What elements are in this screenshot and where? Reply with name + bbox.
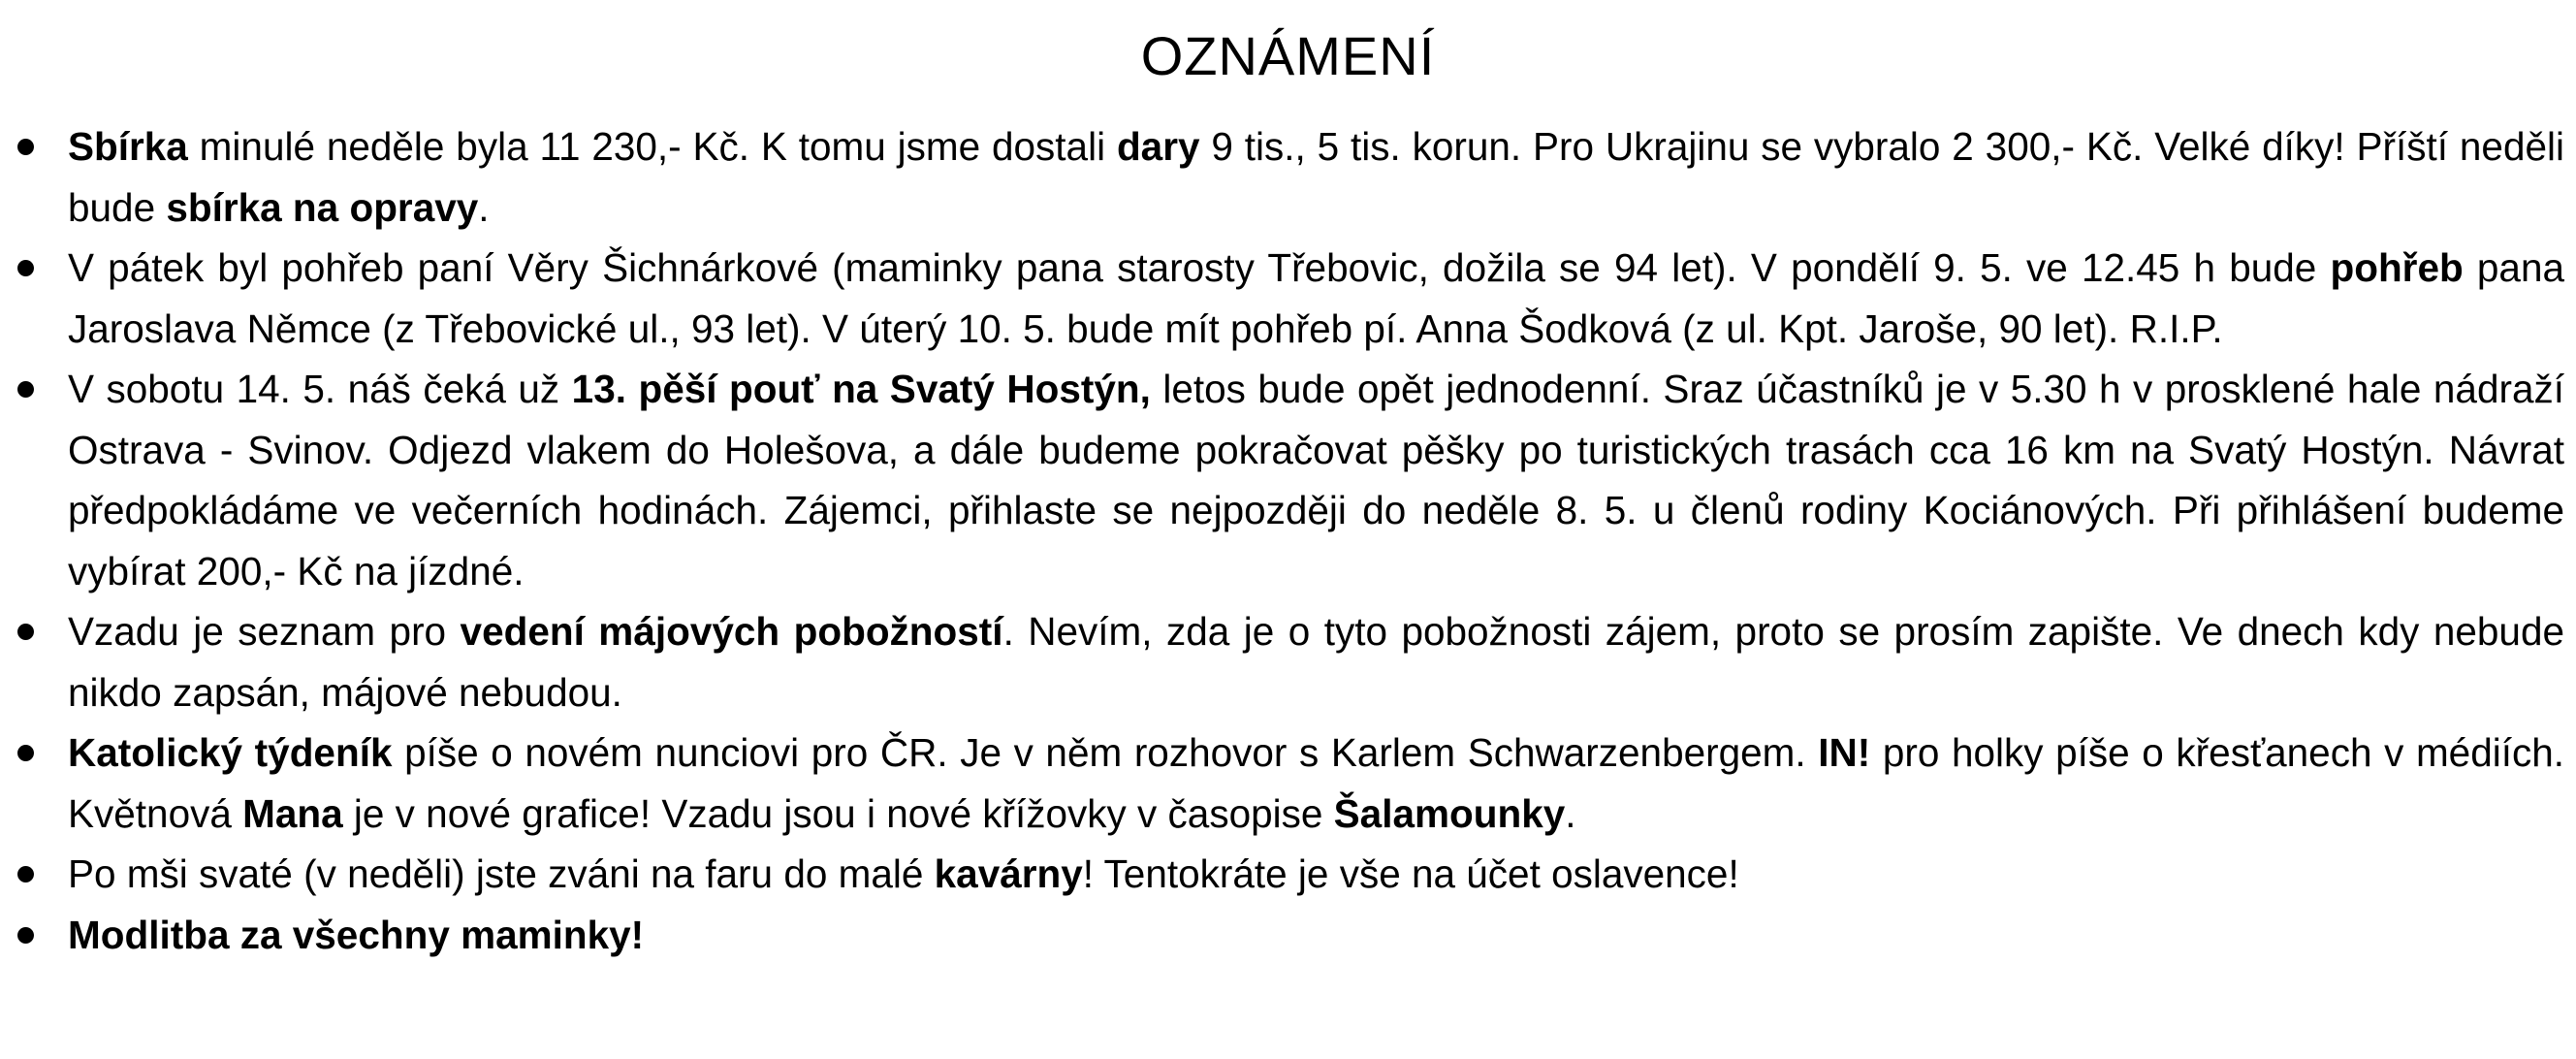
emphasized-text: pohřeb [2330,245,2464,290]
emphasized-text: Mana [242,790,343,836]
body-text: minulé neděle byla 11 230,- Kč. K tomu jsme dostali [187,124,1117,169]
body-text: píše o novém nunciovi pro ČR. Je v něm rozhovor s Karlem Schwarzenbergem. [392,730,1819,775]
body-text: . Nevím, zda je o tyto pobožnosti zájem, proto se prosím zapište. Ve dnech kdy nebude nikdo zapsán, májové nebudou. [68,609,2565,715]
body-text: Vzadu je seznam pro [68,609,461,654]
announcement-item [12,116,2564,238]
body-text: pro holky píše o křesťanech v médiích. Květnová [68,730,2564,836]
bullet-icon [17,381,34,398]
announcement-list [12,116,2564,965]
emphasized-text: dary [1116,124,1200,169]
bullet-icon [17,139,34,155]
body-text: je v nové grafice! Vzadu jsou i nové křížovky v časopise [342,790,1334,836]
announcement-item [12,905,2564,966]
announcement-item [12,844,2564,905]
announcement-item [12,722,2564,844]
body-text: Po mši svaté (v neděli) jste zváni na faru do malé [68,851,935,896]
emphasized-text: vedení májových pobožností [460,609,1003,654]
emphasized-text: Šalamounky [1333,790,1566,836]
body-text: V sobotu 14. 5. náš čeká už [68,367,572,411]
body-text: ! Tentokráte je vše na účet oslavence! [1082,851,1739,896]
body-text: . [478,184,490,230]
body-text: letos bude opět jednodenní. Sraz účastníků je v 5.30 h v prosklené hale nádraží Ostrava - Svinov. Odjezd vlakem do Holešova, a dále budeme pokračovat pěšky po turistických trasách cca 16 km na Svatý Hostýn. Návrat předpokládáme ve večerních hodinách. Zájemci, přihlaste se nejpozději do neděle 8. 5. u členů rodiny Kociánových. Při přihlášení budeme vybírat 200,- Kč na jízdné. [68,367,2564,594]
page-title: OZNÁMENÍ [1140,25,1436,86]
announcement-item [12,238,2564,359]
body-text: . [1565,790,1576,836]
bullet-icon [17,745,34,761]
announcement-item [12,359,2564,601]
bullet-icon [17,260,34,276]
emphasized-text: Modlitba za všechny maminky! [68,912,645,957]
bullet-icon [17,624,34,640]
bullet-icon [17,866,34,882]
body-text: pana Jaroslava Němce (z Třebovické ul., 93 let). V úterý 10. 5. bude mít pohřeb pí. Anna Šodková (z ul. Kpt. Jaroše, 90 let). R.I.P. [68,245,2564,351]
emphasized-text: Katolický týdeník [68,730,393,775]
emphasized-text: 13. pěší pouť na Svatý Hostýn, [571,367,1151,411]
emphasized-text: Sbírka [68,124,188,169]
body-text: 9 tis., 5 tis. korun. Pro Ukrajinu se vybralo 2 300,- Kč. Velké díky! Příští neděli bude [68,124,2564,230]
body-text: V pátek byl pohřeb paní Věry Šichnárkové (maminky pana starosty Třebovic, dožila se 94 let). V pondělí 9. 5. ve 12.45 h bude [68,245,2331,290]
emphasized-text: IN! [1818,730,1871,775]
announcement-item [12,601,2564,722]
emphasized-text: kavárny [934,851,1083,896]
bullet-icon [17,927,34,944]
emphasized-text: sbírka na opravy [166,184,479,230]
